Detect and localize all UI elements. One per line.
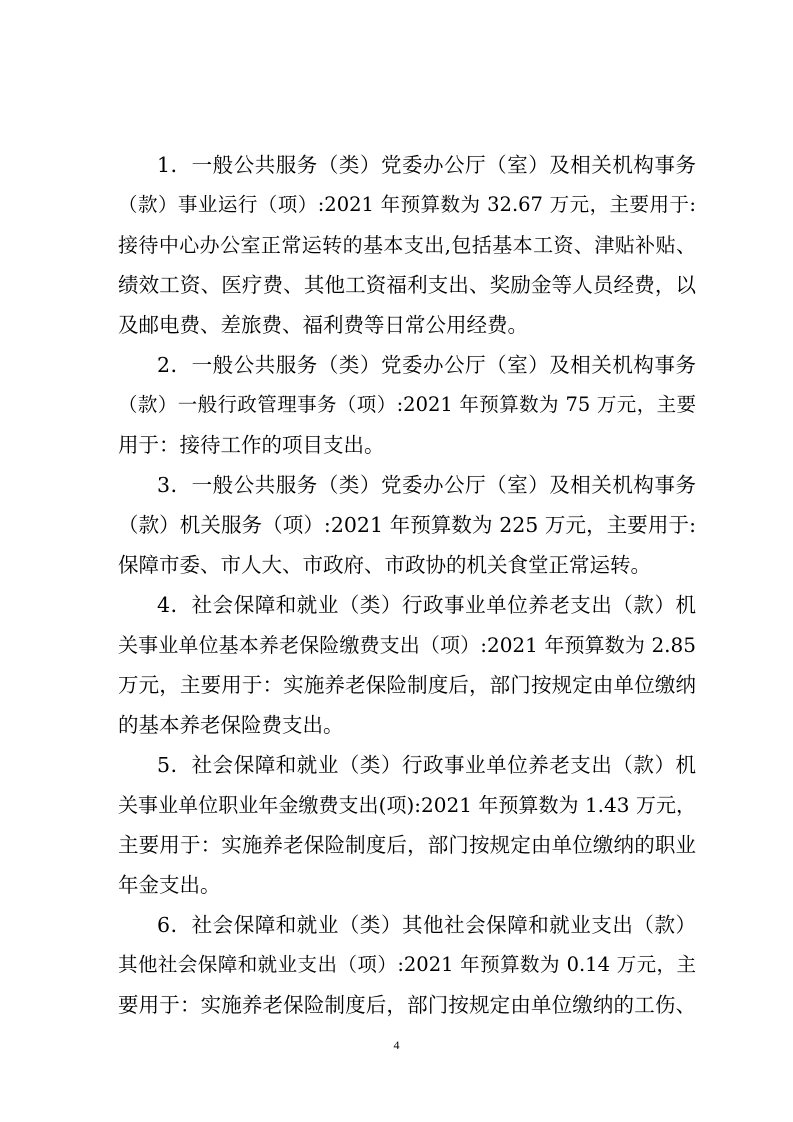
paragraph-line: 关事业单位职业年金缴费支出(项):2021 年预算数为 1.43 万元， (118, 793, 696, 817)
paragraph-line: 6．社会保障和就业（类）其他社会保障和就业支出（款） (157, 913, 696, 937)
paragraph-4 (118, 585, 696, 745)
paragraph-5 (118, 745, 696, 905)
paragraph-line: 及邮电费、差旅费、福利费等日常公用经费。 (118, 313, 528, 337)
paragraph-line: 关事业单位基本养老保险缴费支出（项）:2021 年预算数为 2.85 (118, 633, 696, 657)
paragraph-line: 用于：接待工作的项目支出。 (118, 433, 385, 457)
paragraph-line: 年金支出。 (118, 873, 221, 897)
paragraph-line: 1．一般公共服务（类）党委办公厅（室）及相关机构事务 (157, 153, 696, 177)
paragraph-line: 的基本养老保险费支出。 (118, 713, 344, 737)
paragraph-line: （款）机关服务（项）:2021 年预算数为 225 万元，主要用于: (118, 513, 696, 537)
paragraph-line: （款）一般行政管理事务（项）:2021 年预算数为 75 万元，主要 (118, 393, 696, 416)
document-body (118, 145, 696, 1025)
paragraph-line: 绩效工资、医疗费、其他工资福利支出、奖励金等人员经费，以 (118, 273, 696, 297)
paragraph-line: 万元，主要用于：实施养老保险制度后，部门按规定由单位缴纳 (118, 673, 696, 697)
paragraph-3 (118, 465, 696, 585)
paragraph-line: 保障市委、市人大、市政府、市政协的机关食堂正常运转。 (118, 553, 651, 577)
paragraph-line: 2．一般公共服务（类）党委办公厅（室）及相关机构事务 (157, 353, 696, 377)
paragraph-line: （款）事业运行（项）:2021 年预算数为 32.67 万元，主要用于: (118, 193, 696, 216)
paragraph-line: 3．一般公共服务（类）党委办公厅（室）及相关机构事务 (157, 473, 696, 497)
paragraph-2 (118, 345, 696, 465)
paragraph-line: 其他社会保障和就业支出（项）:2021 年预算数为 0.14 万元，主 (118, 953, 696, 976)
paragraph-line: 4．社会保障和就业（类）行政事业单位养老支出（款）机 (157, 593, 696, 617)
paragraph-line: 主要用于：实施养老保险制度后，部门按规定由单位缴纳的职业 (118, 833, 696, 857)
paragraph-line: 接待中心办公室正常运转的基本支出,包括基本工资、津贴补贴、 (118, 233, 696, 257)
paragraph-6 (118, 905, 696, 1025)
paragraph-line: 要用于：实施养老保险制度后，部门按规定由单位缴纳的工伤、 (118, 993, 696, 1017)
paragraph-line: 5．社会保障和就业（类）行政事业单位养老支出（款）机 (157, 753, 696, 777)
page-number: 4 (393, 1038, 400, 1052)
paragraph-1 (118, 145, 696, 345)
